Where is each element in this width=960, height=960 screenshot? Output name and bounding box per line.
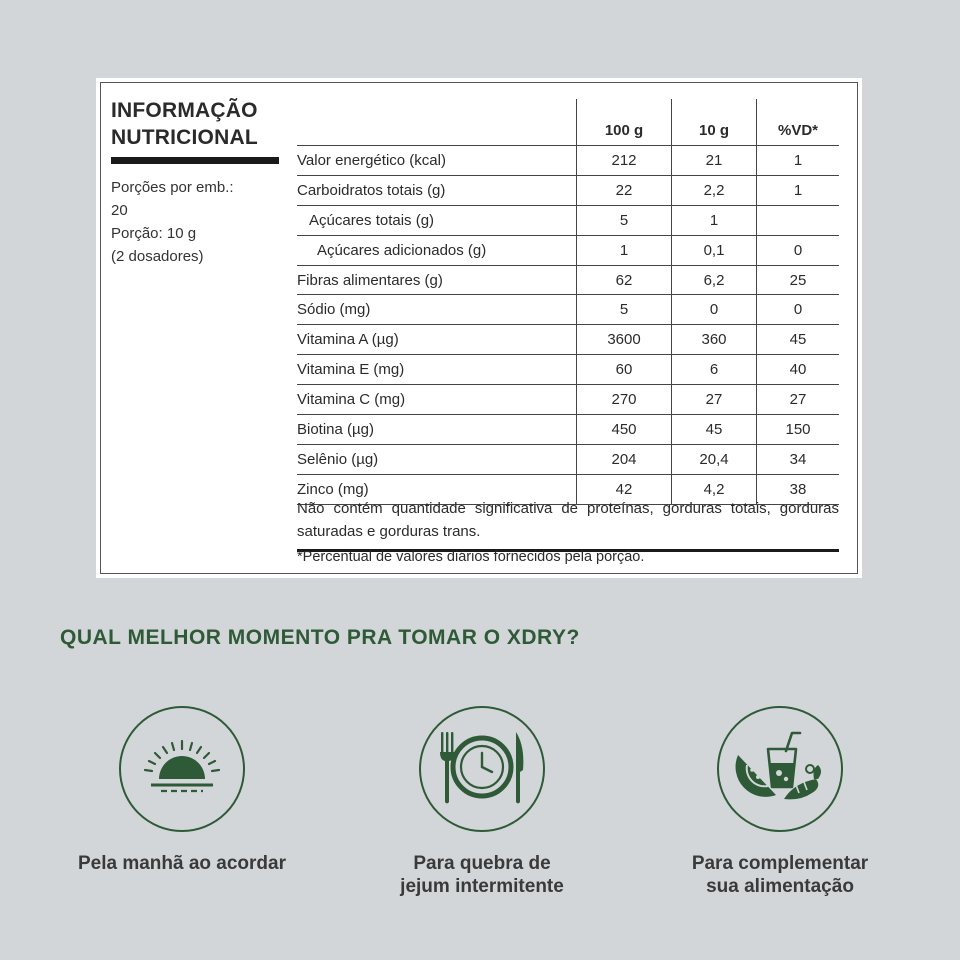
value-vd: 25 [757,265,840,295]
moment-label [650,852,910,898]
nutrient-name: Biotina (µg) [297,415,577,445]
header-vd: %VD* [757,99,840,146]
nutrition-title-line1: INFORMAÇÃO [111,99,258,122]
value-vd: 1 [757,146,840,176]
nutrition-panel-border [100,82,858,574]
table-row [297,444,839,474]
table-row [297,355,839,385]
serving-info [111,176,283,268]
portion-detail: (2 dosadores) [111,248,204,265]
nutrition-panel [96,78,862,578]
value-10g: 360 [672,325,757,355]
value-10g: 21 [672,146,757,176]
nutrient-name: Vitamina A (µg) [297,325,577,355]
nutrition-note: Não contém quantidade significativa de proteínas, gorduras totais, gorduras saturadas e gorduras trans. [297,497,839,552]
value-10g: 6 [672,355,757,385]
value-vd: 38 [757,474,840,504]
value-10g: 6,2 [672,265,757,295]
value-vd: 1 [757,175,840,205]
value-10g: 0,1 [672,235,757,265]
table-row [297,146,839,176]
value-100g: 42 [577,474,672,504]
table-row [297,235,839,265]
nutrient-name: Vitamina C (mg) [297,385,577,415]
value-vd: 27 [757,385,840,415]
value-vd: 0 [757,235,840,265]
value-100g: 60 [577,355,672,385]
table-row [297,265,839,295]
value-100g: 1 [577,235,672,265]
nutrient-name: Sódio (mg) [297,295,577,325]
moment-complement [650,706,910,898]
value-vd: 34 [757,444,840,474]
value-100g: 5 [577,205,672,235]
nutrition-sidebar [111,97,283,268]
moment-label-line1: Para complementar [691,853,869,874]
nutrient-name: Selênio (µg) [297,444,577,474]
servings-value: 20 [111,202,128,219]
table-row [297,175,839,205]
portion-label: Porção: 10 g [111,225,197,242]
value-10g: 0 [672,295,757,325]
table-row [297,295,839,325]
moment-icon-circle [419,706,545,832]
sunrise-icon [139,737,225,802]
nutrition-title [111,97,283,151]
value-10g: 4,2 [672,474,757,504]
table-row [297,325,839,355]
value-10g: 20,4 [672,444,757,474]
moment-label-line1: Para quebra de [413,853,551,874]
value-10g: 45 [672,415,757,445]
moment-morning [52,706,312,875]
value-vd: 45 [757,325,840,355]
plate-clock-icon [432,726,532,813]
header-10g: 10 g [672,99,757,146]
value-vd: 40 [757,355,840,385]
moment-fasting [352,706,612,898]
moment-label-line2: jejum intermitente [400,876,564,897]
nutrient-name: Zinco (mg) [297,474,577,504]
fruit-juice-icon [732,727,828,812]
header-100g: 100 g [577,99,672,146]
value-vd: 150 [757,415,840,445]
moment-label-line1: Pela manhã ao acordar [77,853,287,874]
moment-icon-circle [717,706,843,832]
value-100g: 62 [577,265,672,295]
value-vd [757,205,840,235]
nutrient-name: Carboidratos totais (g) [297,175,577,205]
value-100g: 270 [577,385,672,415]
value-100g: 3600 [577,325,672,355]
nutrient-name: Valor energético (kcal) [297,146,577,176]
value-10g: 27 [672,385,757,415]
title-divider [111,157,279,164]
moment-label [52,852,312,875]
value-100g: 450 [577,415,672,445]
section-headline: QUAL MELHOR MOMENTO PRA TOMAR O XDRY? [60,626,580,649]
value-100g: 204 [577,444,672,474]
header-nutrient [297,99,577,146]
table-row [297,385,839,415]
nutrient-name: Fibras alimentares (g) [297,265,577,295]
moment-label-line2: sua alimentação [706,876,854,897]
value-100g: 22 [577,175,672,205]
nutrition-table [297,99,839,505]
table-header-row [297,99,839,146]
moment-label [352,852,612,898]
table-row [297,205,839,235]
value-10g: 2,2 [672,175,757,205]
table-body [297,146,839,505]
nutrient-name: Vitamina E (mg) [297,355,577,385]
vd-footnote: *Percentual de valores diários fornecidos pela porção. [297,549,645,565]
servings-label: Porções por emb.: [111,179,234,196]
moment-icon-circle [119,706,245,832]
value-10g: 1 [672,205,757,235]
table-row [297,415,839,445]
value-100g: 5 [577,295,672,325]
nutrient-name: Açúcares adicionados (g) [297,235,577,265]
nutrition-title-line2: NUTRICIONAL [111,126,258,149]
value-100g: 212 [577,146,672,176]
value-vd: 0 [757,295,840,325]
nutrient-name: Açúcares totais (g) [297,205,577,235]
